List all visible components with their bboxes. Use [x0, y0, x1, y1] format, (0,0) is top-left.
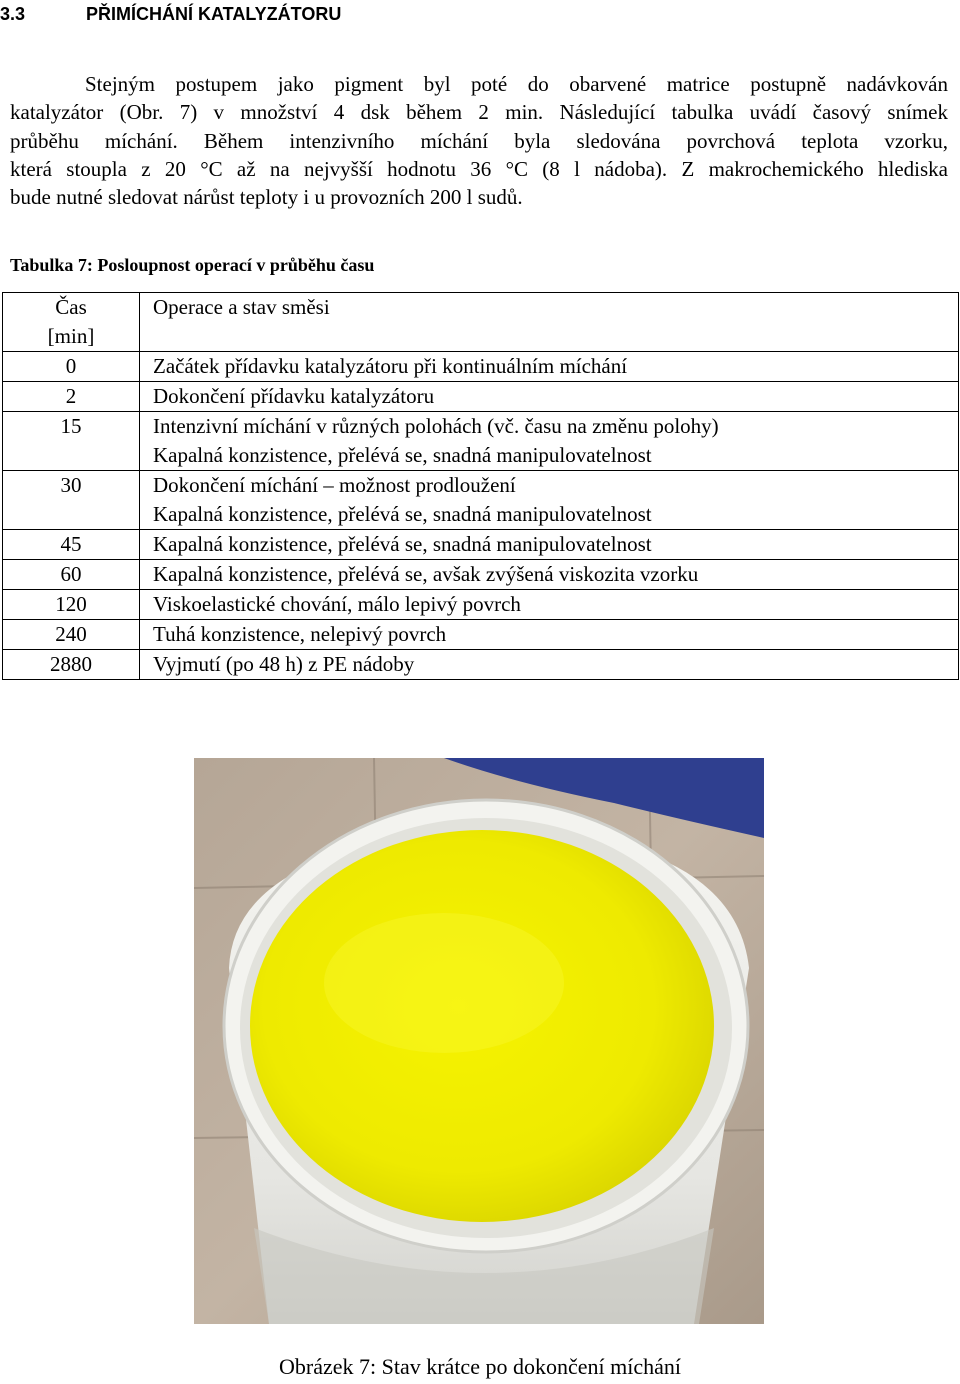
operation-cell — [140, 590, 959, 620]
table-row — [3, 590, 959, 620]
operation-cell — [140, 650, 959, 680]
table-row — [3, 352, 959, 382]
table-row — [3, 620, 959, 650]
time-cell: 0 — [3, 352, 140, 382]
operation-line: Dokončení přídavku katalyzátoru — [153, 384, 435, 408]
operation-line: Začátek přídavku katalyzátoru při kontinuálním míchání — [153, 354, 628, 378]
time-header-unit: [min] — [47, 324, 95, 348]
section-number: 3.3 — [0, 4, 26, 24]
resin-highlight — [324, 913, 564, 1053]
time-cell: 240 — [3, 620, 140, 650]
operation-line: Dokončení míchání – možnost prodloužení — [153, 473, 516, 497]
table-row — [3, 650, 959, 680]
table-row — [3, 382, 959, 412]
paragraph-line: Stejným postupem jako pigment byl poté do obarvené matrice postupně nadávkován — [85, 72, 948, 96]
time-header-label: Čas — [55, 295, 87, 319]
body-paragraph — [10, 70, 948, 211]
operation-line: Kapalná konzistence, přelévá se, snadná manipulovatelnost — [153, 443, 652, 467]
operation-line: Tuhá konzistence, nelepivý povrch — [153, 622, 447, 646]
operation-line: Kapalná konzistence, přelévá se, avšak zvýšená viskozita vzorku — [153, 562, 699, 586]
operation-cell — [140, 530, 959, 560]
operation-line: Kapalná konzistence, přelévá se, snadná manipulovatelnost — [153, 502, 652, 526]
operation-line: Vyjmutí (po 48 h) z PE nádoby — [153, 652, 415, 676]
table-row — [3, 560, 959, 590]
operation-cell — [140, 352, 959, 382]
paragraph-line: která stoupla z 20 °C až na nejvyšší hodnotu 36 °C (8 l nádoba). Z makrochemického hlediska — [10, 156, 948, 181]
operation-line: Viskoelastické chování, málo lepivý povrch — [153, 592, 521, 616]
section-heading — [0, 4, 341, 25]
operation-cell — [140, 620, 959, 650]
table-row — [3, 471, 959, 530]
operation-cell — [140, 560, 959, 590]
time-cell: 45 — [3, 530, 140, 560]
table-row — [3, 530, 959, 560]
operation-line: Intenzivní míchání v různých polohách (vč. času na změnu polohy) — [153, 414, 719, 438]
operation-cell — [140, 412, 959, 471]
paragraph-line: průběhu míchání. Během intenzivního míchání byla sledována povrchová teplota vzorku, — [10, 128, 948, 153]
mixing-result-photo — [194, 758, 764, 1324]
time-cell: 2 — [3, 382, 140, 412]
operation-header: Operace a stav směsi — [140, 293, 959, 352]
figure-caption: Obrázek 7: Stav krátce po dokončení míchání — [279, 1354, 681, 1379]
time-cell: 120 — [3, 590, 140, 620]
time-cell: 15 — [3, 412, 140, 471]
time-header — [3, 293, 140, 352]
time-cell: 60 — [3, 560, 140, 590]
section-title: PŘIMÍCHÁNÍ KATALYZÁTORU — [86, 4, 342, 24]
paragraph-line: bude nutné sledovat nárůst teploty i u provozních 200 l sudů. — [10, 185, 523, 210]
table-header-row — [3, 293, 959, 352]
time-cell: 30 — [3, 471, 140, 530]
table-row — [3, 412, 959, 471]
paragraph-line: katalyzátor (Obr. 7) v množství 4 dsk během 2 min. Následující tabulka uvádí časový snímek — [10, 100, 948, 125]
operation-cell — [140, 382, 959, 412]
operation-cell — [140, 471, 959, 530]
operation-line: Kapalná konzistence, přelévá se, snadná manipulovatelnost — [153, 532, 652, 556]
operations-table — [2, 292, 959, 680]
time-cell: 2880 — [3, 650, 140, 680]
table-caption: Tabulka 7: Posloupnost operací v průběhu času — [10, 255, 375, 275]
